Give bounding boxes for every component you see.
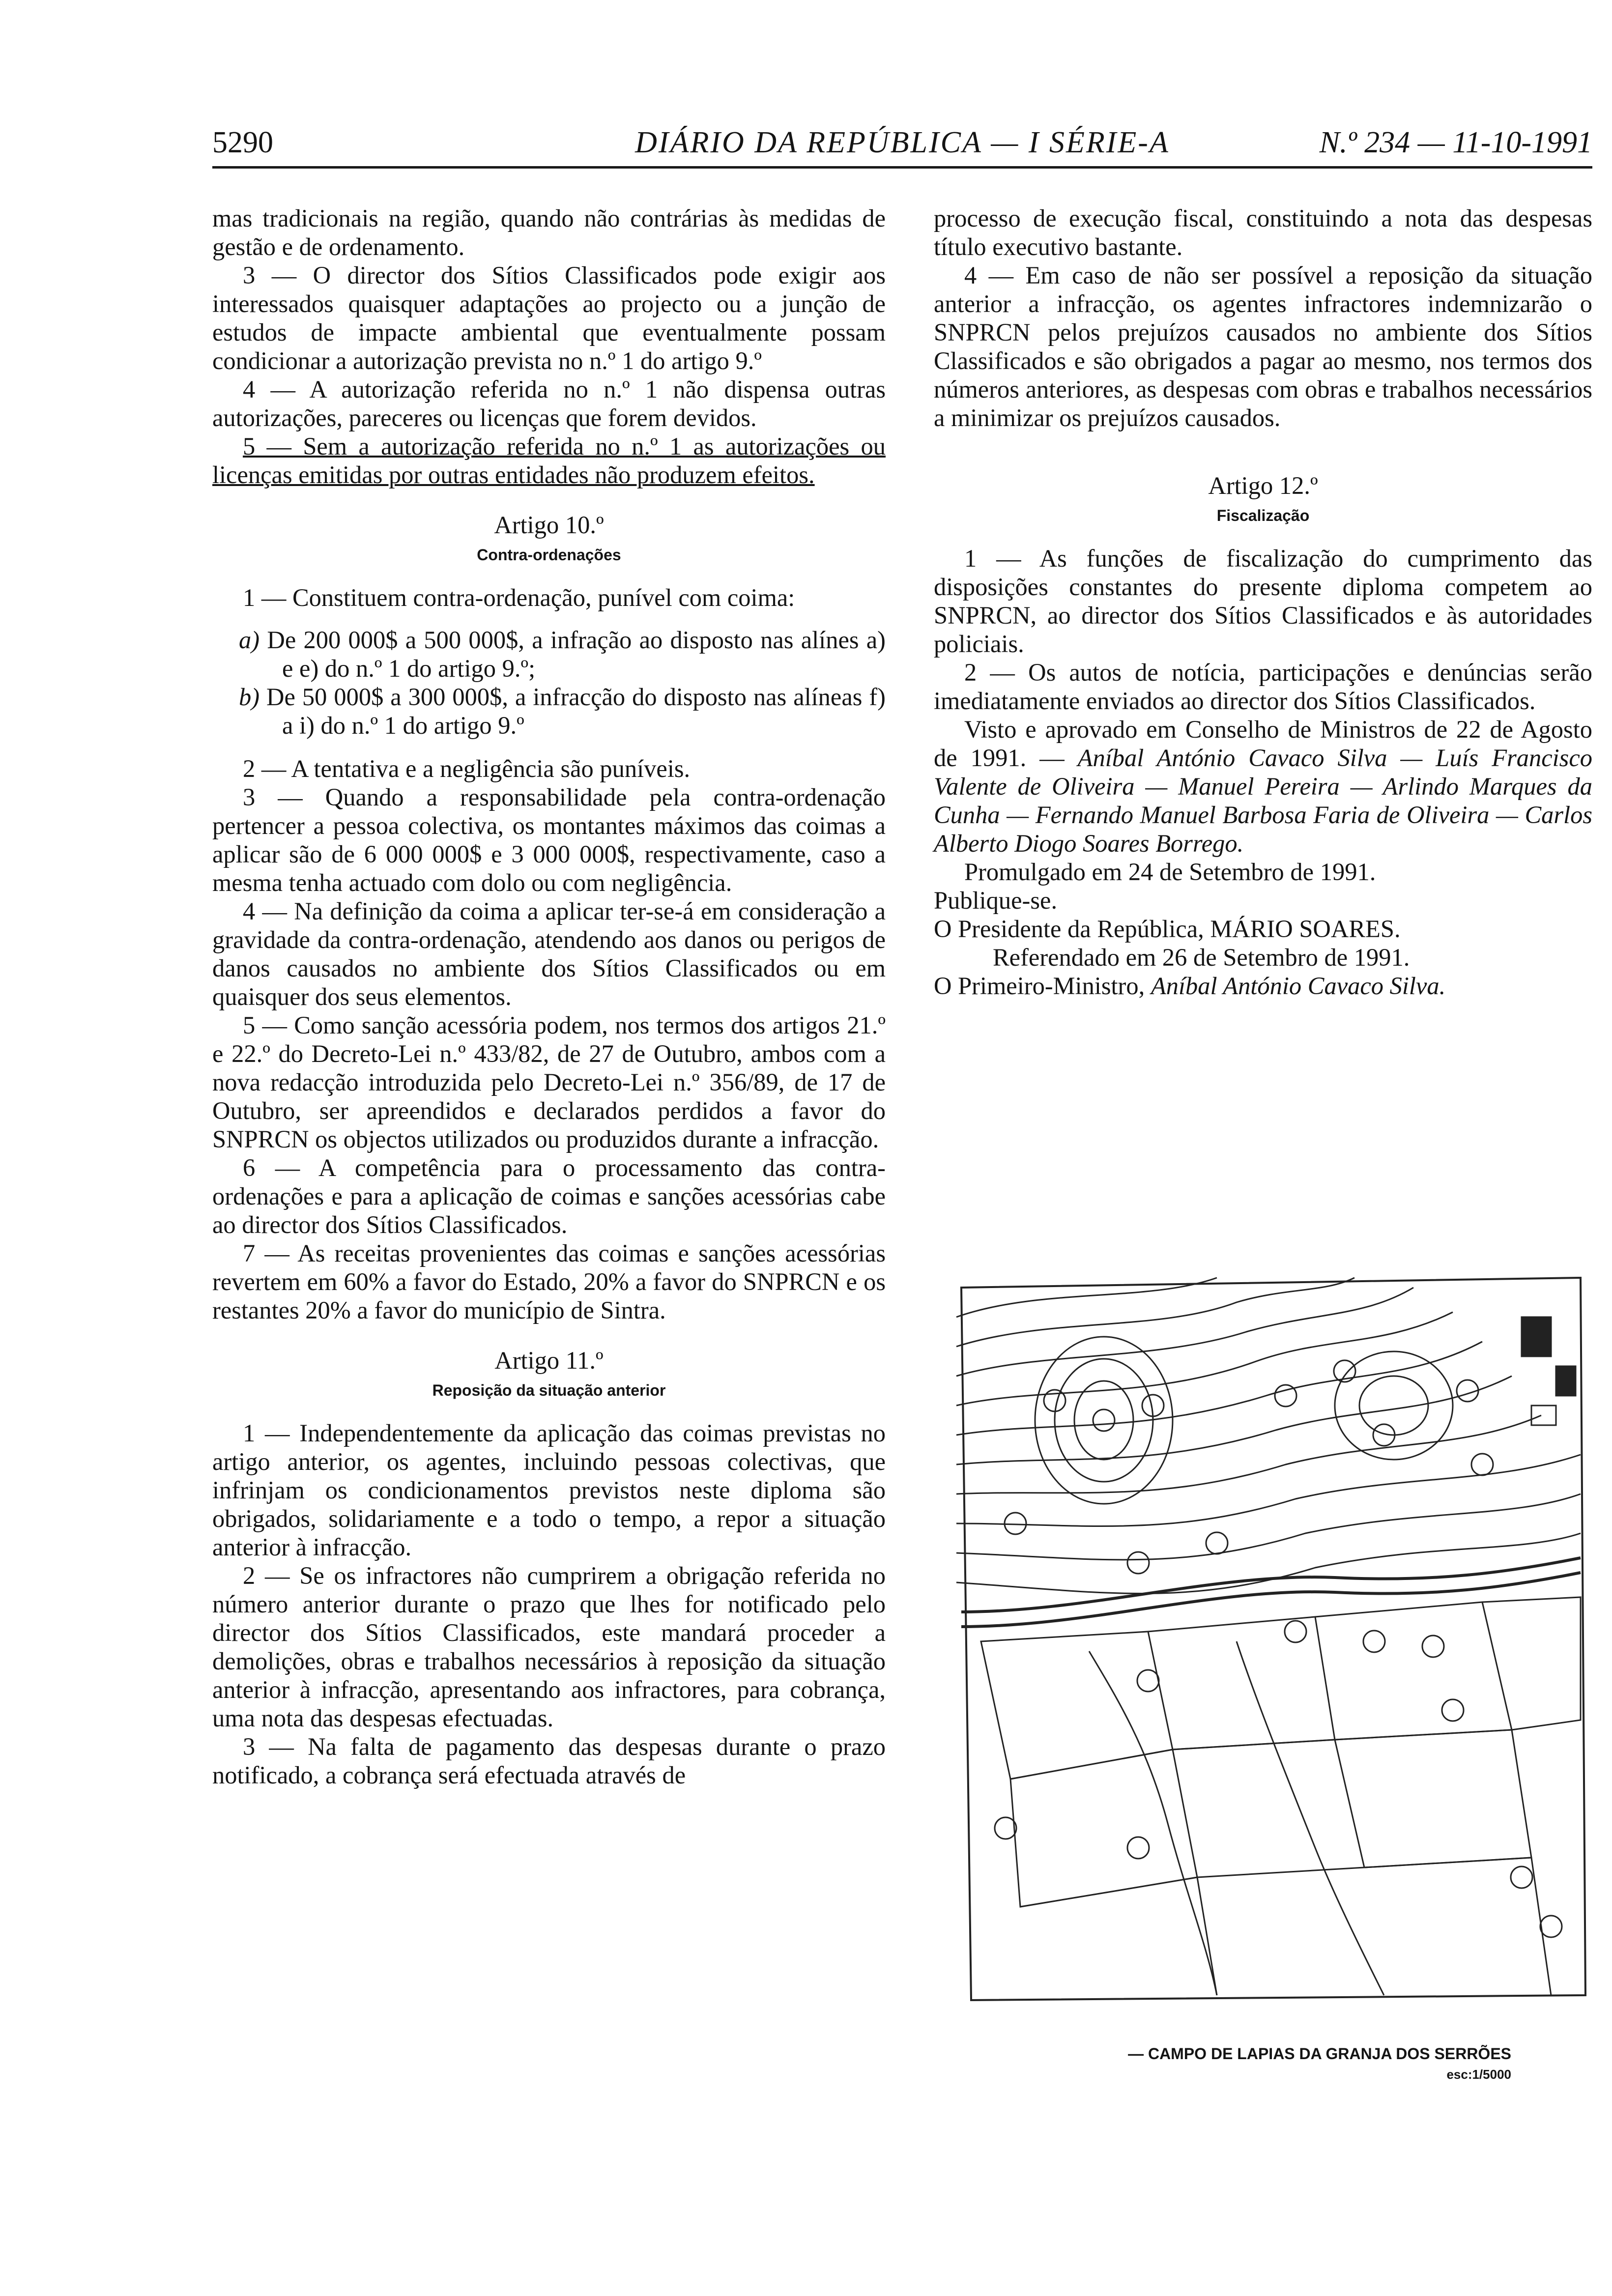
item-text: De 50 000$ a 300 000$, a infracção do disposto nas alíneas f) a i) do n.º 1 do artigo 9.º — [266, 683, 886, 739]
publish-order: Publique-se. — [934, 887, 1058, 914]
right-column — [934, 204, 1592, 1000]
pm-name: Aníbal António Cavaco Silva. — [1151, 972, 1446, 1000]
paragraph: 7 — As receitas provenientes das coimas e sanções acessórias revertem em 60% a favor do Estado, 20% a favor do SNPRCN e os restantes 20% a favor do município de Sintra. — [212, 1239, 886, 1324]
paragraph: 3 — Na falta de pagamento das despesas durante o prazo notificado, a cobrança será efectuada através de — [212, 1733, 886, 1789]
paragraph: 4 — A autorização referida no n.º 1 não dispensa outras autorizações, pareceres ou licenças que forem devidos. — [212, 375, 886, 431]
map-caption-title: — CAMPO DE LAPIAS DA GRANJA DOS SERRÕES — [1128, 2045, 1511, 2063]
publication-title: DIÁRIO DA REPÚBLICA — I SÉRIE-A — [635, 126, 1170, 159]
paragraph: 3 — O director dos Sítios Classificados pode exigir aos interessados quaisquer adaptações ao projecto ou a junção de estudos de impacte ambiental que eventualmente possam condicionar a autorização prevista no n.º 1 do artigo 9.º — [212, 261, 886, 374]
item-letter: a) — [239, 626, 260, 654]
approval-intro: Visto e aprovado em Conselho de Ministros de 22 de Agosto de 1991. — — [934, 716, 1592, 772]
article-title: Artigo 12.º — [1208, 472, 1318, 499]
paragraph: 2 — Os autos de notícia, participações e denúncias serão imediatamente enviados ao director dos Sítios Classificados. — [934, 659, 1592, 715]
map-scale: esc:1/5000 — [1446, 2067, 1511, 2082]
page-number: 5290 — [212, 126, 273, 159]
paragraph: 1 — As funções de fiscalização do cumprimento das disposições constantes do presente diploma competem ao SNPRCN, ao director dos Sítios Classificados e às autoridades policiais. — [934, 545, 1592, 658]
article-subtitle: Reposição da situação anterior — [432, 1381, 666, 1399]
article-subtitle: Fiscalização — [1216, 507, 1310, 524]
paragraph: 1 — Independentemente da aplicação das coimas previstas no artigo anterior, os agentes, incluindo pessoas colectivas, que infrinjam os condicionamentos previstos neste diploma são obrigados, solidariamente e a todo o tempo, a repor a situação anterior à infracção. — [212, 1419, 886, 1561]
paragraph: mas tradicionais na região, quando não contrárias às medidas de gestão e de ordenamento. — [212, 204, 886, 260]
list-item — [212, 683, 886, 740]
paragraph: processo de execução fiscal, constituindo a nota das despesas título executivo bastante. — [934, 204, 1592, 260]
article-title: Artigo 10.º — [494, 511, 604, 539]
lapias-map — [942, 1258, 1588, 2005]
paragraph: 5 — Como sanção acessória podem, nos termos dos artigos 21.º e 22.º do Decreto-Lei n.º 433/82, de 27 de Outubro, ambos com a nova redacção introduzida pelo Decreto-Lei n.º 356/89, de 17 de Outubro, ser apreendidos e declarados perdidos a favor do SNPRCN os objectos utilizados ou produzidos durante a infracção. — [212, 1011, 886, 1153]
pm-label: O Primeiro-Ministro, — [934, 972, 1151, 1000]
approval-names: Aníbal António Cavaco Silva — Luís Francisco Valente de Oliveira — Manuel Pereira — Arlindo Marques da Cunha — Fernando Manuel Barbosa Faria de Oliveira — Carlos Alberto Diogo Soares Borrego. — [934, 744, 1592, 857]
referendum-date: Referendado em 26 de Setembro de 1991. — [993, 944, 1410, 971]
paragraph: 4 — Na definição da coima a aplicar ter-se-á em consideração a gravidade da contra-ordenação, atendendo aos danos ou perigos de danos causados no ambiente dos Sítios Classificados ou em quaisquer dos seus elementos. — [212, 897, 886, 1010]
article-title: Artigo 11.º — [494, 1347, 604, 1374]
president-signature: O Presidente da República, MÁRIO SOARES. — [934, 915, 1401, 943]
prime-minister-signature — [934, 972, 1592, 1000]
paragraph: 4 — Em caso de não ser possível a reposição da situação anterior a infracção, os agentes infractores indemnizarão o SNPRCN pelos prejuízos causados no ambiente dos Sítios Classificados e são obrigados a pagar ao mesmo, nos termos dos números anteriores, as despesas com obras e trabalhos necessários a minimizar os prejuízos causados. — [934, 261, 1592, 431]
item-text: De 200 000$ a 500 000$, a infração ao disposto nas alínes a) e e) do n.º 1 do artigo 9.º; — [267, 626, 886, 682]
paragraph: 2 — A tentativa e a negligência são puníveis. — [243, 755, 691, 782]
map-caption — [1015, 2043, 1511, 2085]
page-header — [212, 125, 1592, 165]
approval-paragraph — [934, 715, 1592, 858]
article-subtitle: Contra-ordenações — [477, 546, 621, 564]
paragraph: 2 — Se os infractores não cumprirem a obrigação referida no número anterior durante o prazo que lhes for notificado pelo director dos Sítios Classificados, este mandará proceder a demolições, obras e trabalhos necessários à reposição da situação anterior à infracção, apresentando aos infractores, para cobrança, uma nota das despesas efectuadas. — [212, 1562, 886, 1732]
list-item — [212, 626, 886, 683]
paragraph: 1 — Constituem contra-ordenação, punível com coima: — [243, 584, 795, 611]
paragraph: 6 — A competência para o processamento das contra-ordenações e para a aplicação de coimas e sanções acessórias cabe ao director dos Sítios Classificados. — [212, 1154, 886, 1238]
header-rule — [212, 166, 1592, 169]
item-letter: b) — [239, 683, 260, 711]
paragraph: 5 — Sem a autorização referida no n.º 1 as autorizações ou licenças emitidas por outras entidades não produzem efeitos. — [212, 432, 886, 488]
paragraph: 3 — Quando a responsabilidade pela contra-ordenação pertencer a pessoa colectiva, os montantes máximos das coimas a aplicar são de 6 000 000$ e 3 000 000$, respectivamente, caso a mesma tenha actuado com dolo ou com negligência. — [212, 783, 886, 896]
promulgation: Promulgado em 24 de Setembro de 1991. — [964, 858, 1376, 886]
map-drawing — [942, 1258, 1588, 2005]
issue-number: N.º 234 — 11-10-1991 — [1319, 126, 1592, 159]
left-column — [212, 204, 886, 1789]
item-list — [212, 626, 886, 740]
